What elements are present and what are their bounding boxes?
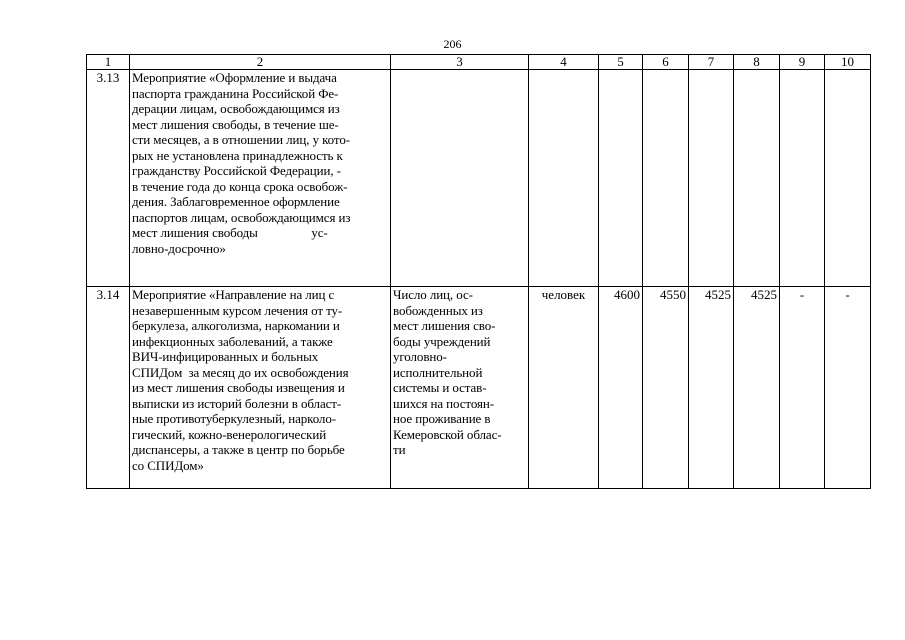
row-number: 3.13 (87, 70, 130, 287)
value-cell-6 (643, 70, 689, 287)
unit-cell (529, 70, 599, 287)
event-description: Мероприятие «Оформление и выдача паспорта гражданина Российской Фе- дерации лицам, освобождающимся из мест лишения свободы, в течение ше- сти месяцев, а в отношении лиц, у кото- рых не установлена принадлежность к гражданству Российской Федерации, - в течение года до конца срока освобож- дения. Заблаговременное оформление паспортов лицам, освобождающимся из мест лишения свободы ус- ловно-досрочно» (130, 70, 391, 287)
value-cell-9 (780, 70, 825, 287)
header-cell-8: 8 (734, 55, 780, 70)
value-cell-6: 4550 (643, 287, 689, 489)
table-row (87, 70, 871, 287)
value-cell-7: 4525 (689, 287, 734, 489)
table-row (87, 287, 871, 489)
event-description: Мероприятие «Направление на лиц с незавершенным курсом лечения от ту- беркулеза, алкоголизма, наркомании и инфекционных заболеваний, а также ВИЧ-инфицированных и больных СПИДом за месяц до их освобождения из мест лишения свободы извещения и выписки из историй болезни в област- ные противотуберкулезный, нарколо- гический, кожно-венерологический диспансеры, а также в центр по борьбе со СПИДом» (130, 287, 391, 489)
header-row (87, 55, 871, 70)
value-cell-10: - (825, 287, 871, 489)
header-cell-2: 2 (130, 55, 391, 70)
row-number: 3.14 (87, 287, 130, 489)
header-cell-7: 7 (689, 55, 734, 70)
page-number: 206 (443, 37, 462, 51)
value-cell-8 (734, 70, 780, 287)
indicator-description: Число лиц, ос- вобожденных из мест лишения сво- боды учреждений уголовно- исполнительной системы и остав- шихся на постоян- ное проживание в Кемеровской облас- ти (391, 287, 529, 489)
header-cell-10: 10 (825, 55, 871, 70)
header-cell-9: 9 (780, 55, 825, 70)
header-cell-3: 3 (391, 55, 529, 70)
indicator-description (391, 70, 529, 287)
header-cell-6: 6 (643, 55, 689, 70)
value-cell-5 (599, 70, 643, 287)
value-cell-9: - (780, 287, 825, 489)
value-cell-7 (689, 70, 734, 287)
header-cell-1: 1 (87, 55, 130, 70)
value-cell-10 (825, 70, 871, 287)
value-cell-8: 4525 (734, 287, 780, 489)
header-cell-4: 4 (529, 55, 599, 70)
header-cell-5: 5 (599, 55, 643, 70)
program-table (86, 54, 871, 489)
unit-cell: человек (529, 287, 599, 489)
value-cell-5: 4600 (599, 287, 643, 489)
